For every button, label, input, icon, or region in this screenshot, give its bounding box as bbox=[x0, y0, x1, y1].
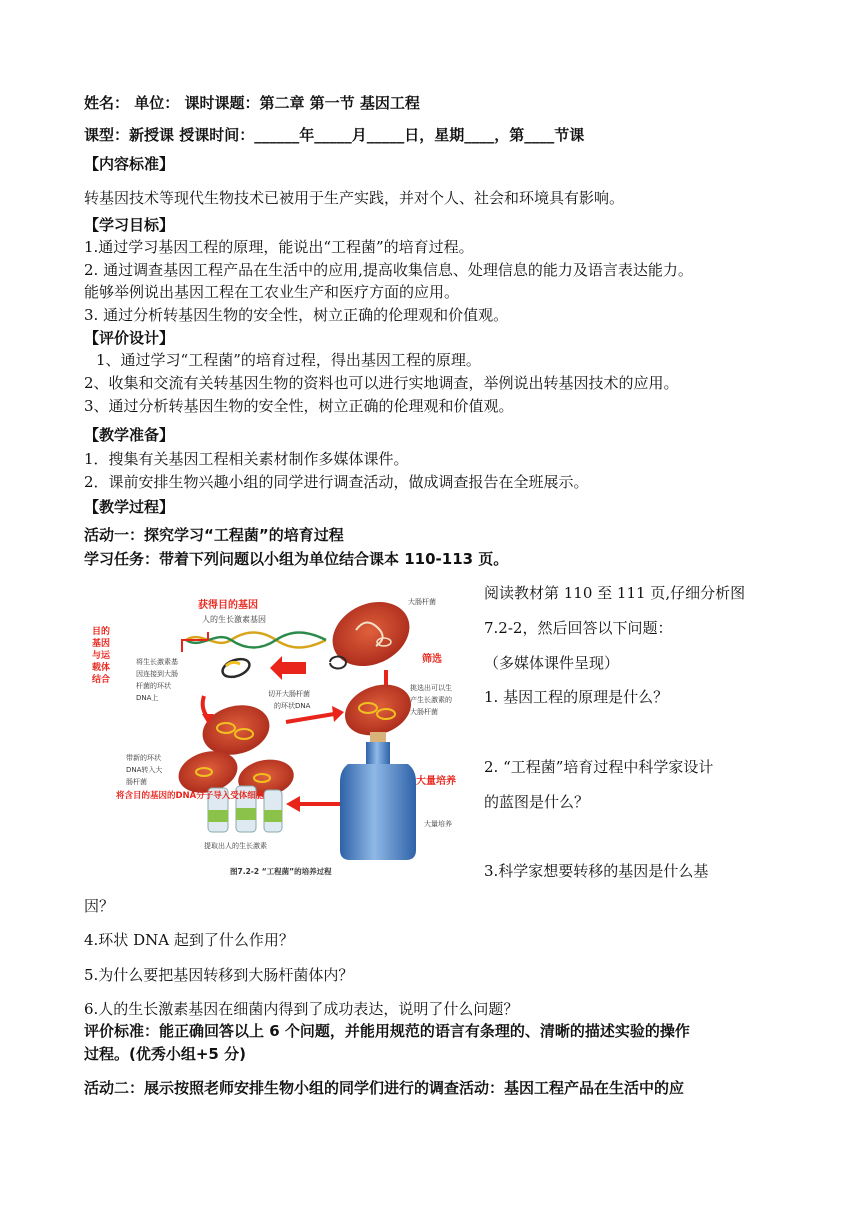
label-cut-1: 切开大肠杆菌 bbox=[268, 690, 310, 698]
label-left-red-group bbox=[92, 625, 111, 685]
svg-text:与运: 与运 bbox=[92, 651, 111, 661]
label-pick-1: 挑选出可以生 bbox=[410, 684, 452, 692]
label-insert-2: 因连接到大肠 bbox=[136, 670, 178, 678]
figure-caption: 图7.2-2 “工程菌”的培养过程 bbox=[230, 867, 332, 876]
label-insert-3: 杆菌的环状 bbox=[136, 682, 171, 690]
right-intro-1: 阅读教材第 110 至 111 页,仔细分析图 bbox=[484, 584, 746, 602]
arrow-left-icon bbox=[270, 656, 306, 680]
label-bulk: 大量培养 bbox=[424, 820, 452, 828]
ecoli-bacterium-top bbox=[322, 590, 420, 678]
label-insert-4: DNA上 bbox=[136, 694, 159, 702]
question-2b: 的蓝图是什么？ bbox=[484, 793, 590, 811]
svg-text:结合: 结合 bbox=[92, 675, 111, 685]
question-4: 4.环状 DNA 起到了什么作用？ bbox=[84, 931, 294, 949]
svg-text:基因: 基因 bbox=[92, 639, 111, 649]
criteria-line-1: 评价标准：能正确回答以上 6 个问题，并能用规范的语言有条理的、清晰的描述实验的操作 bbox=[84, 1022, 690, 1040]
question-6: 6.人的生长激素基因在细菌内得到了成功表达，说明了什么问题？ bbox=[84, 1000, 519, 1018]
figure-illustration bbox=[86, 582, 486, 882]
label-pick-2: 产生长激素的 bbox=[410, 696, 452, 704]
svg-text:载体: 载体 bbox=[92, 663, 111, 673]
label-extract: 提取出人的生长激素 bbox=[204, 842, 267, 850]
question-3: 3.科学家想要转移的基因是什么基 bbox=[484, 862, 709, 880]
label-ecoli: 大肠杆菌 bbox=[408, 598, 436, 606]
label-new-2: DNA转入大 bbox=[126, 766, 163, 774]
question-3-continued: 因？ bbox=[84, 897, 115, 915]
label-cut-2: 的环状DNA bbox=[274, 702, 311, 710]
question-2a: 2. “工程菌”培育过程中科学家设计 bbox=[484, 758, 714, 776]
evaluation-title: 【评价设计】 bbox=[84, 329, 175, 347]
open-plasmid-icon bbox=[330, 657, 346, 669]
objective-2b: 能够举例说出基因工程在工农业生产和医疗方面的应用。 bbox=[84, 283, 460, 301]
question-5: 5.为什么要把基因转移到大肠杆菌体内？ bbox=[84, 966, 354, 984]
arrow-to-vials-icon bbox=[286, 796, 300, 812]
objective-2a: 2. 通过调查基因工程产品在生活中的应用,提高收集信息、处理信息的能力及语言表达能力。 bbox=[84, 261, 693, 279]
engineered-bacteria-figure bbox=[86, 582, 486, 882]
ecoli-bacteria-left bbox=[174, 698, 297, 801]
arrow-right-icon bbox=[332, 706, 344, 722]
right-intro-3: （多媒体课件呈现） bbox=[484, 654, 620, 672]
content-standard-text: 转基因技术等现代生物技术已被用于生产实践，并对个人、社会和环境具有影响。 bbox=[84, 189, 625, 207]
label-bulk-red: 大量培养 bbox=[416, 776, 456, 787]
svg-text:目的: 目的 bbox=[92, 627, 111, 637]
preparation-1: 1．搜集有关基因工程相关素材制作多媒体课件。 bbox=[84, 450, 409, 468]
label-new-1: 带新的环状 bbox=[126, 754, 161, 762]
plasmid-ring-icon bbox=[220, 656, 252, 681]
criteria-line-2: 过程。(优秀小组+5 分) bbox=[84, 1045, 246, 1063]
label-pick-3: 大肠杆菌 bbox=[410, 708, 438, 716]
label-screen: 筛选 bbox=[422, 654, 442, 665]
activity-2-title: 活动二：展示按照老师安排生物小组的同学们进行的调查活动：基因工程产品在生活中的应 bbox=[84, 1079, 685, 1097]
objective-1: 1.通过学习基因工程的原理，能说出“工程菌”的培育过程。 bbox=[84, 238, 474, 256]
label-new-3: 肠杆菌 bbox=[126, 778, 147, 786]
label-transfer-red: 将含目的基因的DNA分子导入受体细胞 bbox=[116, 791, 265, 801]
objectives-title: 【学习目标】 bbox=[84, 216, 175, 234]
activity-1-title: 活动一：探究学习“工程菌”的培育过程 bbox=[84, 526, 344, 544]
content-standard-title: 【内容标准】 bbox=[84, 155, 175, 173]
label-insert-1: 将生长激素基 bbox=[136, 658, 178, 666]
label-human-gene: 人的生长激素基因 bbox=[202, 615, 266, 624]
header-line-2: 课型：新授课 授课时间：______年_____月_____日，星期____，第____节课 bbox=[84, 126, 585, 144]
evaluation-1: 1、通过学习“工程菌”的培育过程，得出基因工程的原理。 bbox=[96, 351, 481, 369]
preparation-title: 【教学准备】 bbox=[84, 426, 175, 444]
question-1: 1. 基因工程的原理是什么？ bbox=[484, 688, 669, 706]
evaluation-2: 2、收集和交流有关转基因生物的资料也可以进行实地调查，举例说出转基因技术的应用。 bbox=[84, 374, 679, 392]
objective-3: 3. 通过分析转基因生物的安全性，树立正确的伦理观和价值观。 bbox=[84, 306, 509, 324]
evaluation-3: 3、通过分析转基因生物的安全性，树立正确的伦理观和价值观。 bbox=[84, 397, 514, 415]
preparation-2: 2．课前安排生物兴趣小组的同学进行调查活动，做成调查报告在全班展示。 bbox=[84, 473, 589, 491]
culture-bottle-icon bbox=[340, 732, 416, 860]
label-get-gene: 获得目的基因 bbox=[198, 600, 258, 611]
learning-task: 学习任务：带着下列问题以小组为单位结合课本 110-113 页。 bbox=[84, 550, 509, 568]
header-line-1: 姓名： 单位： 课时课题：第二章 第一节 基因工程 bbox=[84, 94, 420, 112]
process-title: 【教学过程】 bbox=[84, 498, 175, 516]
right-intro-2: 7.2-2，然后回答以下问题： bbox=[484, 619, 673, 637]
